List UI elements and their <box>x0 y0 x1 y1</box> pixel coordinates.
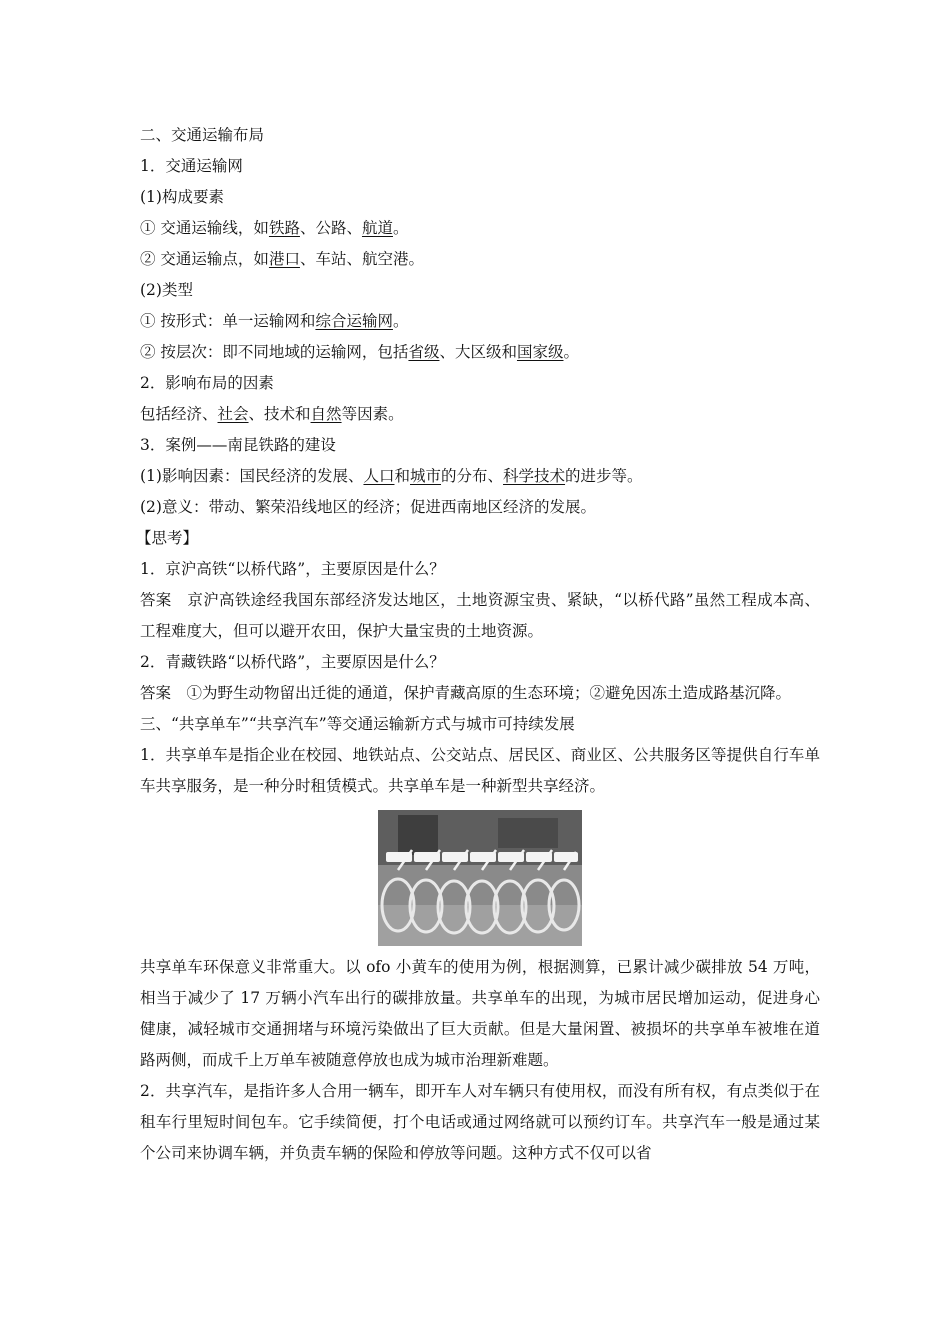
paragraph-shared-cars: 2．共享汽车，是指许多人合用一辆车，即开车人对车辆只有使用权，而没有所有权，有点类似于在租车行里短时间包车。它手续简便，打个电话或通过网络就可以预约订车。共享汽车一般是通过某个公司来协调车辆，并负责车辆的保险和停放等问题。这种方式不仅可以省 <box>140 1082 820 1162</box>
paragraph-shared-bikes-intro: 1．共享单车是指企业在校园、地铁站点、公交站点、居民区、商业区、公共服务区等提供自行车单车共享服务，是一种分时租赁模式。共享单车是一种新型共享经济。 <box>140 746 820 795</box>
subheading-case-nankun: 3．案例——南昆铁路的建设 <box>140 436 336 454</box>
question-1: 1．京沪高铁“以桥代路”，主要原因是什么？ <box>140 560 445 578</box>
question-2: 2．青藏铁路“以桥代路”，主要原因是什么？ <box>140 653 445 671</box>
line-influence-factors: (1)影响因素：国民经济的发展、人口和城市的分布、科学技术的进步等。 <box>140 467 643 485</box>
shared-bikes-photo <box>378 810 582 946</box>
answer-blank: 港口 <box>268 250 300 268</box>
section-heading-shared-transport: 三、“共享单车”“共享汽车”等交通运输新方式与城市可持续发展 <box>140 715 575 733</box>
answer-blank: 自然 <box>310 405 342 423</box>
subheading-layout-factors: 2．影响布局的因素 <box>140 374 274 392</box>
answer-blank: 铁路 <box>268 219 300 237</box>
line-transport-lines: ① 交通运输线，如铁路、公路、航道。 <box>140 219 409 237</box>
answer-2: 答案 ①为野生动物留出迁徙的通道，保护青藏高原的生态环境；②避免因冻土造成路基沉降。 <box>140 684 792 702</box>
item-components: (1)构成要素 <box>140 188 224 206</box>
answer-blank: 国家级 <box>516 343 564 361</box>
line-by-form: ① 按形式：单一运输网和综合运输网。 <box>140 312 409 330</box>
item-types: (2)类型 <box>140 281 193 299</box>
line-significance: (2)意义：带动、繁荣沿线地区的经济；促进西南地区经济的发展。 <box>140 498 596 516</box>
answer-blank: 科学技术 <box>503 467 566 485</box>
paragraph-shared-bikes-environment: 共享单车环保意义非常重大。以 ofo 小黄车的使用为例，根据测算，已累计减少碳排放 54 万吨，相当于减少了 17 万辆小汽车出行的碳排放量。共享单车的出现，为城市居民增加运动，促进身心健康，减轻城市交通拥堵与环境污染做出了巨大贡献。但是大量闲置、被损坏的共享单车被堆在道路两侧，而成千上万单车被随意停放也成为城市治理新难题。 <box>140 958 820 1069</box>
section-heading-transport-layout: 二、交通运输布局 <box>140 126 265 144</box>
line-transport-points: ② 交通运输点，如港口、车站、航空港。 <box>140 250 424 268</box>
answer-blank: 航道 <box>361 219 393 237</box>
photo-container <box>140 808 820 948</box>
answer-1: 答案 京沪高铁途经我国东部经济发达地区，土地资源宝贵、紧缺，“以桥代路”虽然工程成本高、工程难度大，但可以避开农田，保护大量宝贵的土地资源。 <box>140 591 820 640</box>
line-by-level: ② 按层次：即不同地域的运输网，包括省级、大区级和国家级。 <box>140 343 579 361</box>
answer-blank: 城市 <box>410 467 442 485</box>
think-label: 【思考】 <box>136 529 199 547</box>
subheading-transport-network: 1．交通运输网 <box>140 157 243 175</box>
document-page <box>136 120 820 1169</box>
answer-blank: 人口 <box>363 467 395 485</box>
line-factors: 包括经济、社会、技术和自然等因素。 <box>140 405 404 423</box>
answer-blank: 社会 <box>217 405 249 423</box>
answer-blank: 省级 <box>408 343 440 361</box>
answer-blank: 综合运输网 <box>315 312 393 330</box>
